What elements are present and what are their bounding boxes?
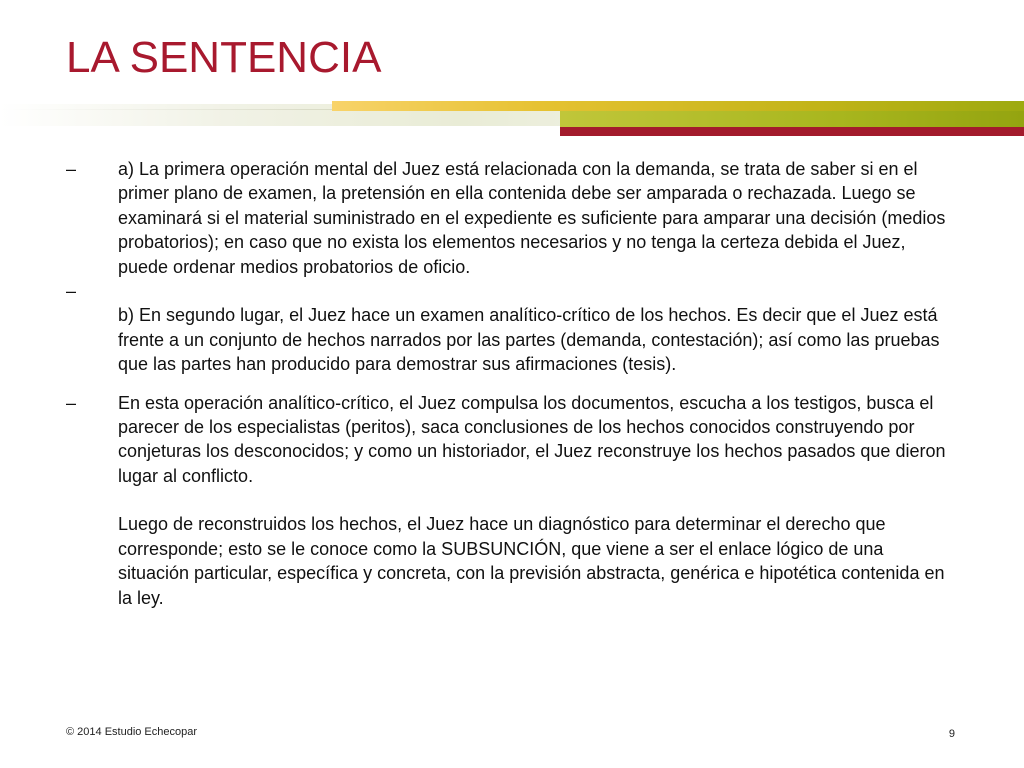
header-band-olive — [560, 111, 1024, 127]
bullet-continuation: Luego de reconstruidos los hechos, el Juez hace un diagnóstico para determinar el derecho que corresponde; esto se le conoce como la SUBSUNCIÓN, que viene a ser el enlace lógico de una situación particular, específica y concreta, con la previsión abstracta, genérica e hipotética contenida en la ley. — [118, 514, 945, 608]
spacer — [66, 377, 956, 391]
bullet-item-c — [66, 391, 956, 610]
header-band-red — [560, 127, 1024, 136]
paragraph-gap — [118, 488, 956, 512]
bullet-text — [118, 391, 956, 610]
bullet-text — [118, 279, 956, 377]
bullet-item-b — [66, 279, 956, 377]
bullet-text-content: b) En segundo lugar, el Juez hace un examen analítico-crítico de los hechos. Es decir que el Juez está frente a un conjunto de hechos narrados por las partes (demanda, contestación); así como las pruebas que las partes han producido para demostrar sus afirmaciones (tesis). — [118, 305, 940, 375]
slide-body — [66, 157, 956, 610]
header-band-gold — [332, 101, 1024, 111]
footer-copyright: © 2014 Estudio Echecopar — [66, 726, 198, 738]
bullet-dash: – — [66, 159, 77, 179]
slide-title: LA SENTENCIA — [66, 33, 382, 82]
bullet-item-a — [66, 157, 956, 279]
bullet-empty-line — [118, 281, 123, 301]
bullet-text: a) La primera operación mental del Juez está relacionada con la demanda, se trata de saber si en el primer plano de examen, la pretensión en ella contenida debe ser amparada o rechazada. Luego se examinará si el material suministrado en el expediente es suficiente para amparar una decisión (medios probatorios); en caso que no exista los elementos necesarios y no tenga la certeza debida el Juez, puede ordenar medios probatorios de oficio. — [118, 159, 946, 277]
footer-page-number: 9 — [948, 728, 955, 740]
bullet-dash: – — [66, 392, 77, 413]
bullet-dash: – — [66, 281, 77, 302]
bullet-text-content: En esta operación analítico-crítico, el Juez compulsa los documentos, escucha a los testigos, busca el parecer de los especialistas (peritos), saca conclusiones de los hechos conocidos construyendo por conjeturas los desconocidos; y como un historiador, el Juez reconstruye los hechos pasados que dieron lugar al conflicto. — [118, 392, 946, 486]
